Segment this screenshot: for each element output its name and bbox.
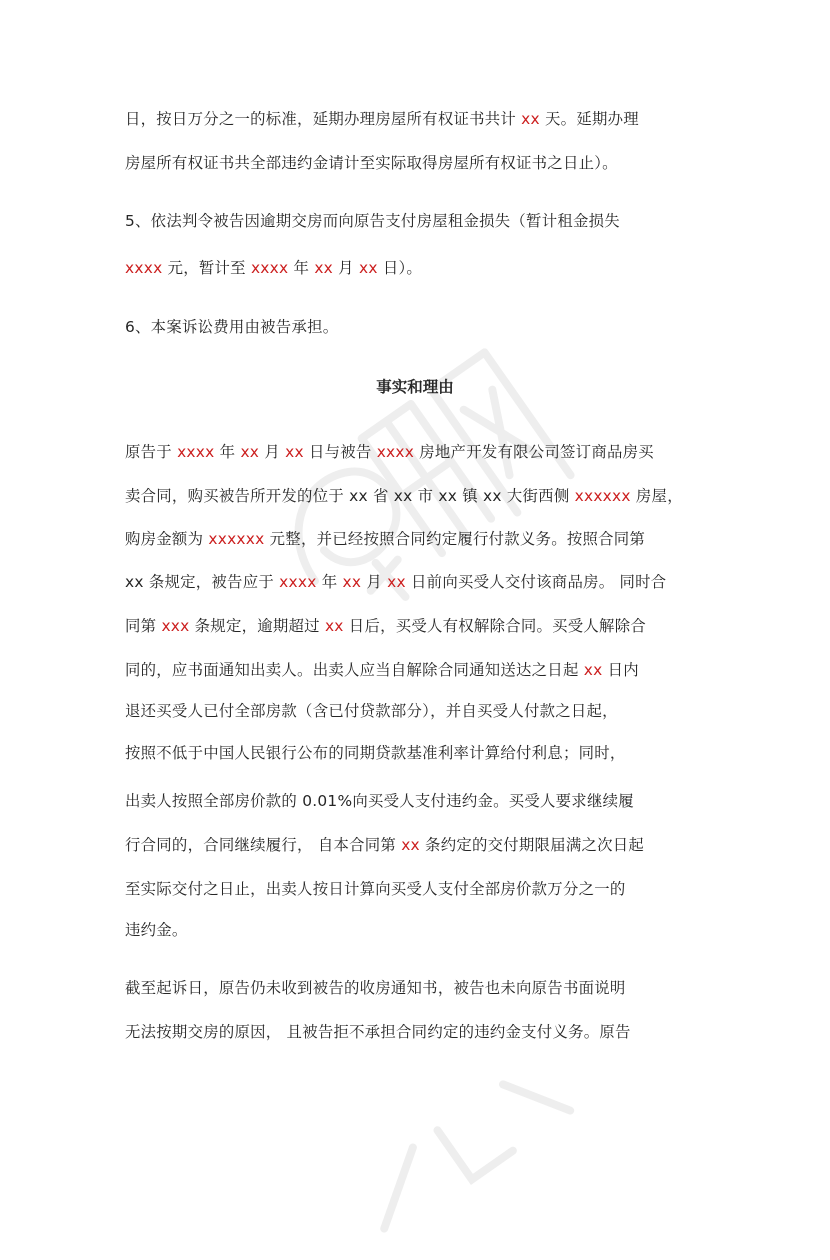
doc-line [125, 742, 720, 764]
line-text: 同第 [125, 617, 162, 635]
line-text: 元整，并已经按照合同约定履行付款义务。按照合同第 [264, 530, 646, 548]
placeholder-text: xxxx [125, 259, 163, 277]
line-text: 年 [214, 443, 241, 461]
placeholder-text: xxxx [376, 443, 415, 461]
placeholder-text: xx [583, 661, 603, 679]
placeholder-text: xx [285, 443, 304, 461]
line-text: 日）。 [377, 259, 423, 277]
placeholder-text: xx [521, 110, 540, 128]
doc-line [125, 878, 720, 900]
placeholder-text: xx [401, 836, 420, 854]
line-text: 日后，买受人有权解除合同。买受人解除合 [343, 617, 646, 635]
placeholder-text: xx [387, 573, 406, 591]
line-text: 违约金。 [125, 921, 188, 939]
line-text: 日与被告 [303, 443, 377, 461]
line-text: xx 条规定，被告应于 [125, 573, 280, 591]
line-text: 天。延期办理 [539, 110, 639, 128]
line-text: 卖合同，购买被告所开发的位于 xx 省 xx 市 xx 镇 xx 大街西侧 [125, 487, 575, 505]
line-text: 按照不低于中国人民银行公布的同期贷款基准利率计算给付利息；同时， [125, 744, 626, 762]
line-text: 出卖人按照全部房价款的 0.01%向买受人支付违约金。买受人要求继续履 [125, 792, 634, 810]
line-text: 6、本案诉讼费用由被告承担。 [125, 318, 339, 336]
placeholder-text: xxxx [279, 573, 317, 591]
placeholder-text: xxx [161, 617, 190, 635]
doc-line [125, 615, 720, 637]
doc-line [125, 316, 720, 338]
placeholder-text: xx [240, 443, 260, 461]
doc-line [125, 441, 720, 463]
line-text: 元，暂计至 [162, 259, 251, 277]
doc-line [125, 257, 720, 279]
doc-line [125, 210, 720, 232]
placeholder-text: xx [324, 617, 344, 635]
line-text: 购房金额为 [125, 530, 209, 548]
line-text: 年 [316, 573, 343, 591]
doc-line [125, 571, 720, 593]
watermark-fragment [328, 1034, 593, 1257]
line-text: 退还买受人已付全部房款（含已付贷款部分），并自买受人付款之日起， [125, 702, 618, 720]
line-text: 条规定，逾期超过 [189, 617, 325, 635]
line-text: 房屋所有权证书共全部违约金请计至实际取得房屋所有权证书之日止）。 [125, 154, 618, 172]
placeholder-text: xx [342, 573, 362, 591]
placeholder-text: xx [314, 259, 334, 277]
line-text: 日内 [602, 661, 639, 679]
placeholder-text: xxxx [177, 443, 215, 461]
line-text: 条约定的交付期限届满之次日起 [419, 836, 645, 854]
line-text: 行合同的，合同继续履行， 自本合同第 [125, 836, 402, 854]
section-title: 事实和理由 [376, 378, 454, 396]
line-text: 日前向买受人交付该商品房。 同时合 [405, 573, 667, 591]
doc-line [125, 834, 720, 856]
line-text: 月 [361, 573, 388, 591]
watermark-fragment-icon [328, 1034, 593, 1257]
doc-line [125, 485, 720, 507]
doc-line [125, 700, 720, 722]
doc-line [125, 919, 720, 941]
line-text: 5、依法判令被告因逾期交房而向原告支付房屋租金损失（暂计租金损失 [125, 212, 620, 230]
doc-line [125, 1021, 720, 1043]
doc-line [125, 977, 720, 999]
line-text: 日，按日万分之一的标准，延期办理房屋所有权证书共计 [125, 110, 522, 128]
doc-line [125, 659, 720, 681]
line-text: 年 [288, 259, 315, 277]
placeholder-text: xxxxxx [208, 530, 265, 548]
line-text: 同的，应书面通知出卖人。出卖人应当自解除合同通知送达之日起 [125, 661, 584, 679]
placeholder-text: xxxxxx [574, 487, 631, 505]
line-text: 截至起诉日，原告仍未收到被告的收房通知书，被告也未向原告书面说明 [125, 979, 626, 997]
placeholder-text: xxxx [250, 259, 289, 277]
line-text: 无法按期交房的原因， 且被告拒不承担合同约定的违约金支付义务。原告 [125, 1023, 631, 1041]
line-text: 房地产开发有限公司签订商品房买 [414, 443, 654, 461]
line-text: 月 [259, 443, 286, 461]
line-text: 至实际交付之日止，出卖人按日计算向买受人支付全部房价款万分之一的 [125, 880, 626, 898]
doc-line [125, 108, 720, 130]
doc-line [125, 152, 720, 174]
line-text: 房屋， [630, 487, 683, 505]
line-text: 月 [333, 259, 359, 277]
doc-line [125, 790, 720, 812]
line-text: 原告于 [125, 443, 178, 461]
placeholder-text: xx [358, 259, 378, 277]
doc-line [125, 528, 720, 550]
